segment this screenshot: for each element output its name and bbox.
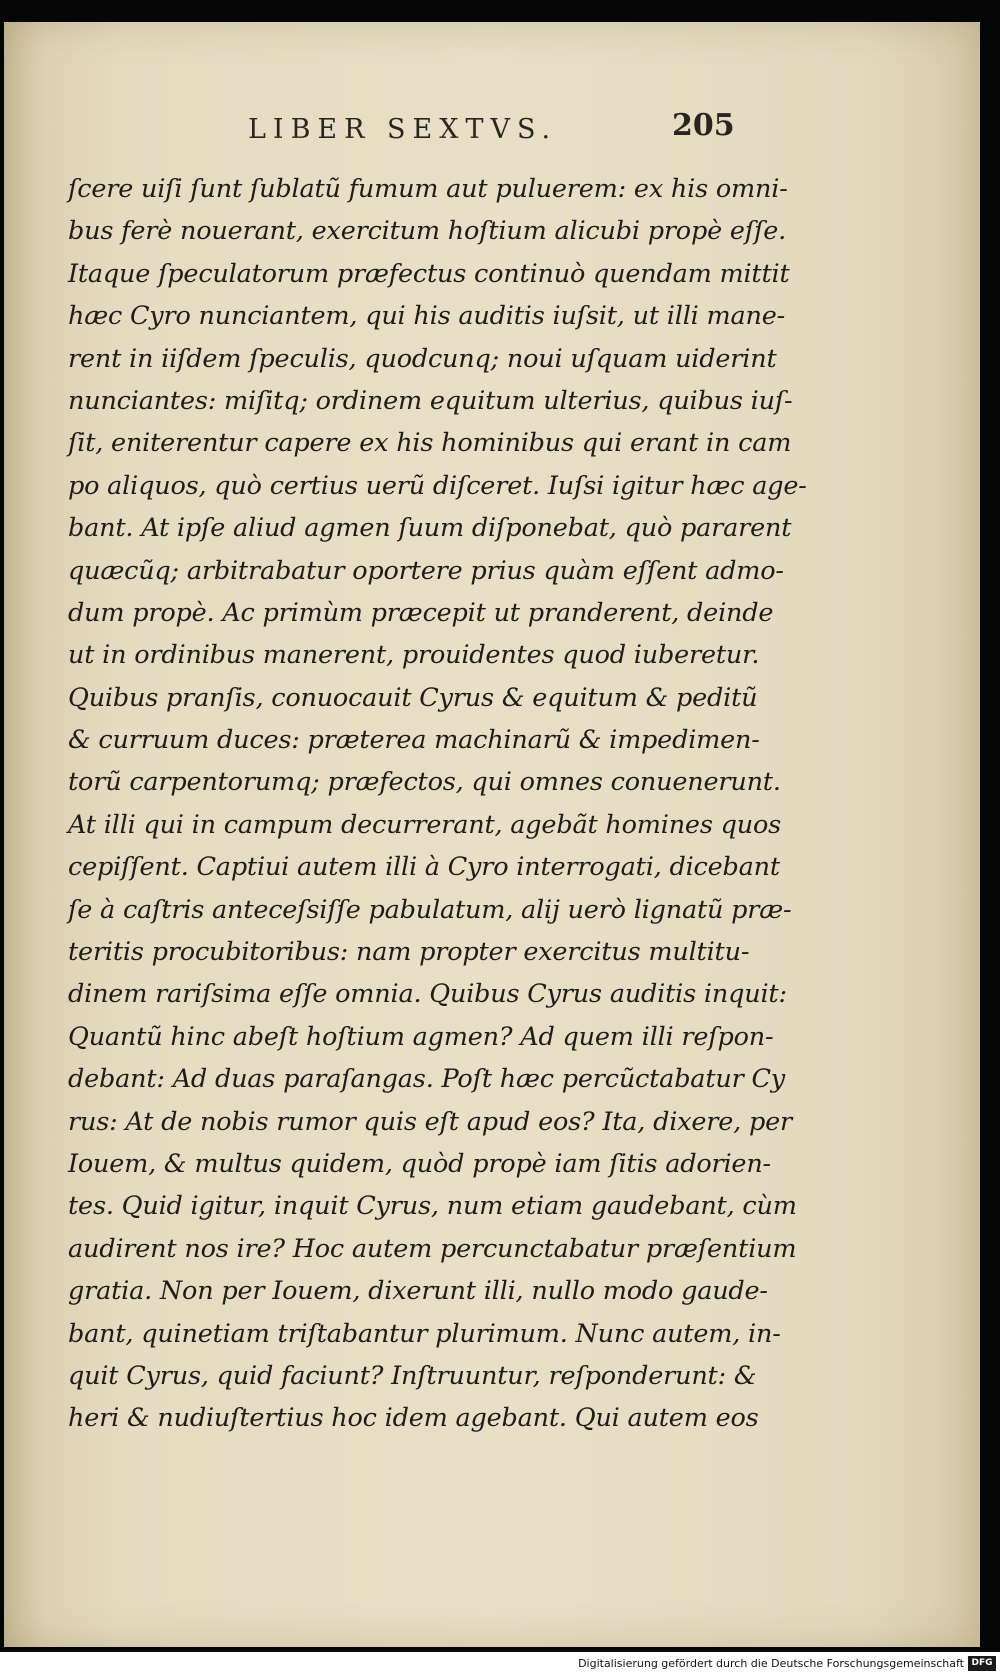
digitization-footer bbox=[0, 1652, 1000, 1677]
text-line: dinem rariſsima eſſe omnia. Quibus Cyrus auditis inquit: bbox=[68, 979, 787, 1010]
text-line: Quibus pranſis, conuocauit Cyrus & equitum & peditũ bbox=[68, 682, 758, 713]
text-line: nunciantes: miſitq; ordinem equitum ulterius, quibus iuſ- bbox=[68, 385, 793, 416]
body-text bbox=[68, 168, 807, 1440]
text-line: rus: At de nobis rumor quis eſt apud eos? Ita, dixere, per bbox=[68, 1106, 792, 1137]
text-line: ut in ordinibus manerent, prouidentes quod iuberetur. bbox=[68, 640, 760, 671]
text-line: dum propè. Ac primùm præcepit ut pranderent, deinde bbox=[68, 597, 774, 628]
text-line: quæcũq; arbitrabatur oportere prius quàm eſſent admo- bbox=[68, 555, 784, 586]
text-line: heri & nudiuſtertius hoc idem agebant. Qui autem eos bbox=[68, 1403, 759, 1434]
text-line: Iouem, & multus quidem, quòd propè iam ſitis adorien- bbox=[68, 1148, 771, 1179]
text-line: torũ carpentorumq; præfectos, qui omnes conuenerunt. bbox=[68, 767, 781, 798]
running-title: LIBER SEXTVS. bbox=[248, 114, 558, 145]
text-line: ſit, eniterentur capere ex his hominibus qui erant in cam bbox=[68, 428, 792, 459]
text-line: teritis procubitoribus: nam propter exercitus multitu- bbox=[68, 937, 750, 968]
book-page bbox=[4, 22, 980, 1647]
text-line: cepiſſent. Captiui autem illi à Cyro interrogati, dicebant bbox=[68, 852, 780, 883]
text-line: audirent nos ire? Hoc autem percunctabatur præſentium bbox=[68, 1233, 797, 1264]
text-line: tes. Quid igitur, inquit Cyrus, num etiam gaudebant, cùm bbox=[68, 1191, 797, 1222]
dfg-logo: DFG bbox=[968, 1656, 996, 1671]
text-line: Itaque ſpeculatorum præfectus continuò quendam mittit bbox=[68, 258, 790, 289]
text-line: po aliquos, quò certius uerũ diſceret. Iuſsi igitur hæc age- bbox=[68, 470, 807, 501]
text-line: hæc Cyro nunciantem, qui his auditis iuſsit, ut illi mane- bbox=[68, 301, 786, 332]
text-line: rent in iiſdem ſpeculis, quodcunq; noui uſquam uiderint bbox=[68, 343, 777, 374]
text-line: Quantũ hinc abeſt hoſtium agmen? Ad quem illi reſpon- bbox=[68, 1021, 774, 1052]
funding-credit: Digitalisierung gefördert durch die Deutsche Forschungsgemeinschaft bbox=[578, 1657, 964, 1670]
running-head bbox=[4, 108, 980, 148]
text-line: & curruum duces: præterea machinarũ & impedimen- bbox=[68, 725, 760, 756]
text-line: debant: Ad duas paraſangas. Poſt hæc percũctabatur Cy bbox=[68, 1064, 785, 1095]
page-number: 205 bbox=[672, 108, 735, 143]
text-line: ſe à caſtris anteceſsiſſe pabulatum, alij uerò lignatũ præ- bbox=[68, 894, 792, 925]
text-line: quit Cyrus, quid faciunt? Inſtruuntur, reſponderunt: & bbox=[68, 1360, 757, 1391]
text-line: bant, quinetiam triſtabantur plurimum. Nunc autem, in- bbox=[68, 1318, 781, 1349]
text-line: bant. At ipſe aliud agmen ſuum diſponebat, quò pararent bbox=[68, 513, 792, 544]
text-line: bus ferè nouerant, exercitum hoſtium alicubi propè eſſe. bbox=[68, 216, 787, 247]
text-line: ſcere uiſi ſunt ſublatũ fumum aut puluerem: ex his omni- bbox=[68, 174, 788, 204]
text-line: gratia. Non per Iouem, dixerunt illi, nullo modo gaude- bbox=[68, 1276, 768, 1307]
text-line: At illi qui in campum decurrerant, agebãt homines quos bbox=[68, 809, 781, 840]
